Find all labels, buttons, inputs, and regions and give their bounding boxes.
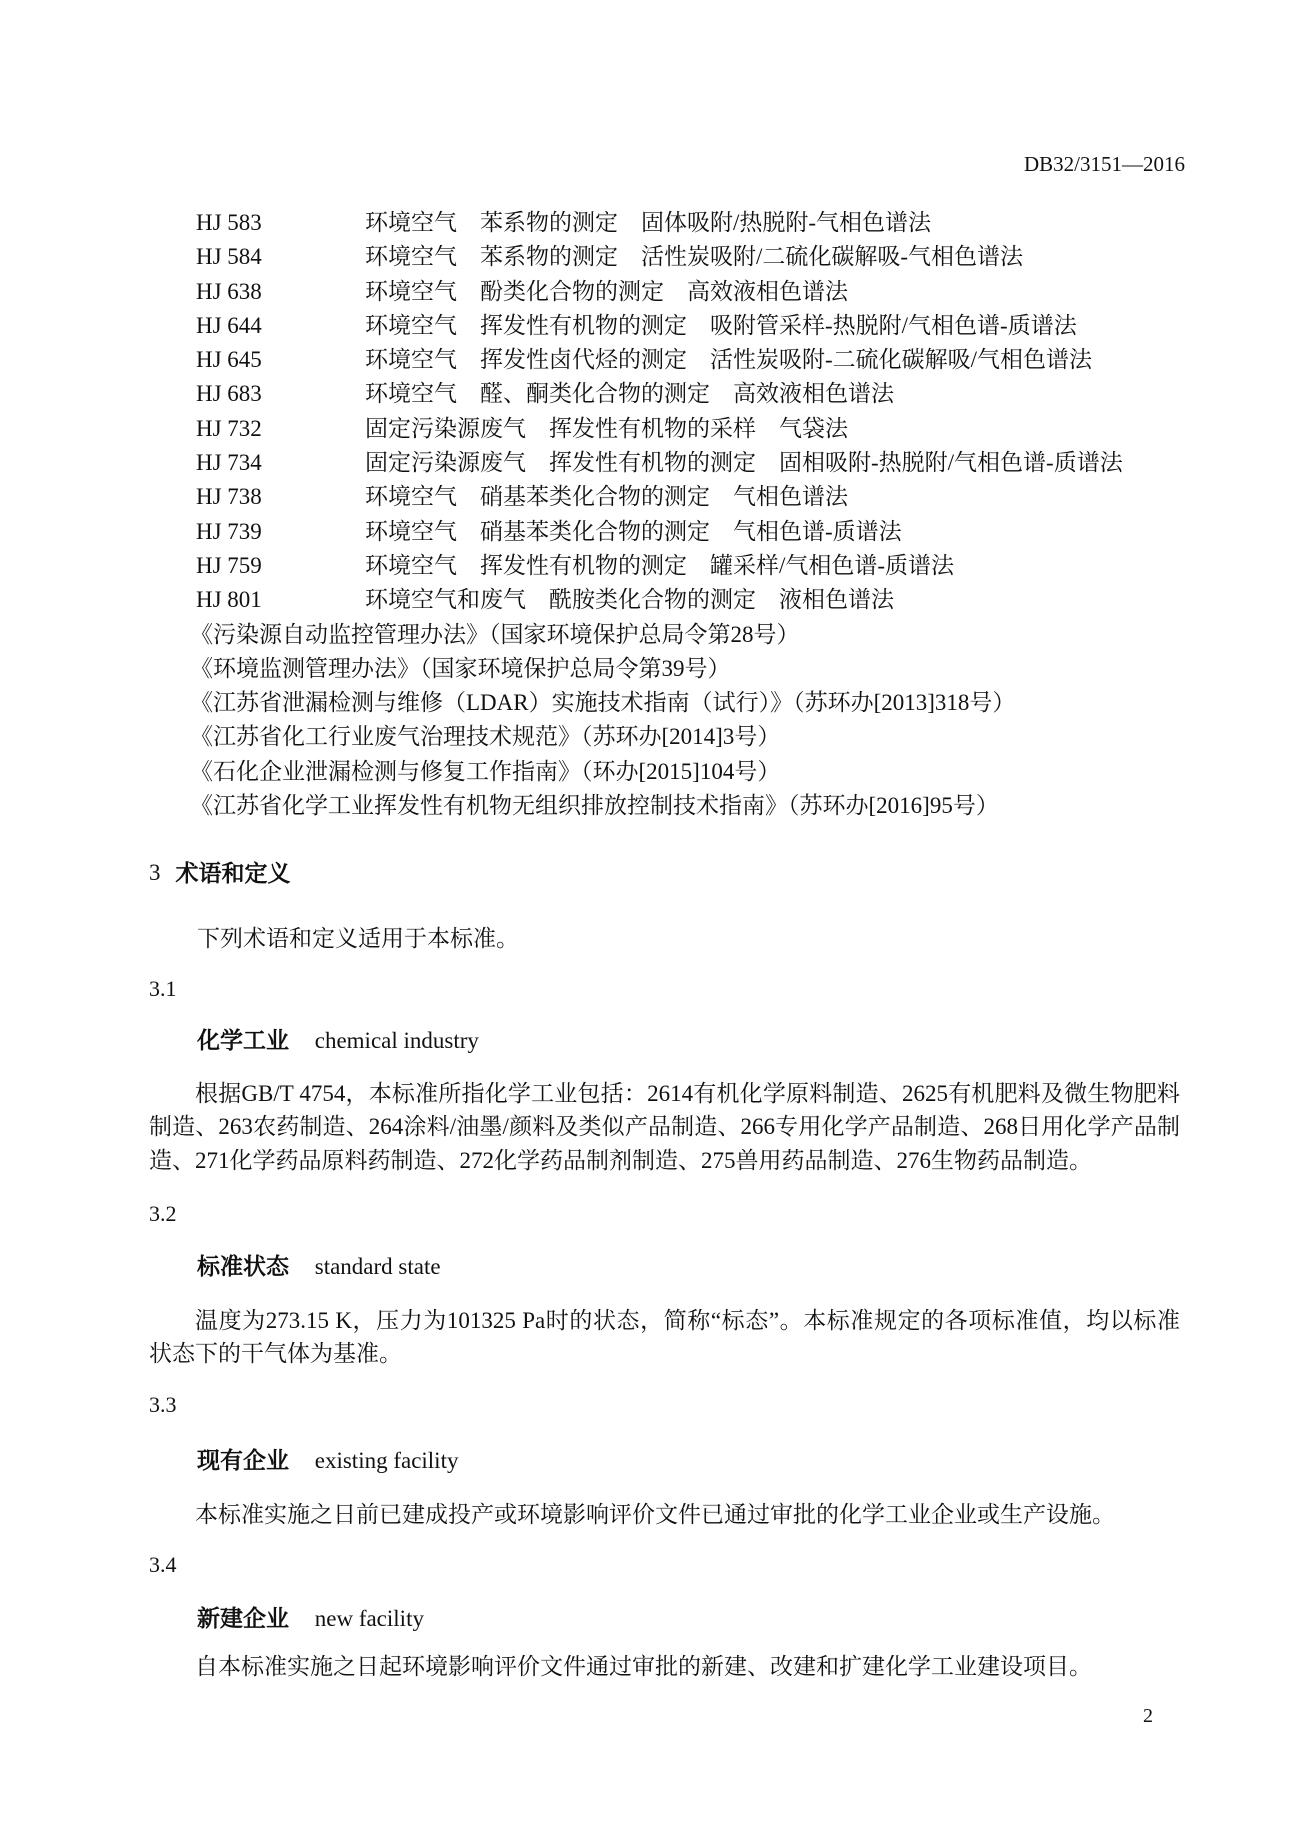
document-item: 《江苏省化工行业废气治理技术规范》（苏环办[2014]3号） bbox=[190, 724, 781, 750]
standard-code: HJ 738 bbox=[196, 484, 262, 510]
term-en: standard state bbox=[314, 1254, 441, 1279]
standard-row bbox=[196, 583, 1196, 617]
term-body: 根据GB/T 4754，本标准所指化学工业包括：2614有机化学原料制造、2625有机肥料及微生物肥料制造、263农药制造、264涂料/油墨/颜料及类似产品制造、266专用化学产品制造、268日用化学产品制造、271化学药品原料药制造、272化学药品制剂制造、275兽用药品制造、276生物药品制造。 bbox=[149, 1081, 1180, 1173]
standard-desc: 固定污染源废气 挥发性有机物的测定 固相吸附-热脱附/气相色谱-质谱法 bbox=[365, 450, 1123, 476]
page-header: DB32/3151—2016 bbox=[1023, 152, 1185, 176]
standard-row bbox=[196, 206, 1196, 240]
standard-row bbox=[196, 240, 1196, 274]
standard-row bbox=[196, 549, 1196, 583]
standard-row bbox=[196, 377, 1196, 411]
standard-row bbox=[196, 309, 1196, 343]
document-item: 《石化企业泄漏检测与修复工作指南》（环办[2015]104号） bbox=[190, 758, 781, 784]
term-id: 3.4 bbox=[149, 1552, 177, 1577]
term-id: 3.3 bbox=[149, 1392, 177, 1417]
standard-desc: 环境空气 挥发性卤代烃的测定 活性炭吸附-二硫化碳解吸/气相色谱法 bbox=[365, 347, 1093, 373]
standard-desc: 固定污染源废气 挥发性有机物的采样 气袋法 bbox=[365, 415, 848, 441]
standard-code: HJ 645 bbox=[196, 347, 262, 373]
term-body: 本标准实施之日前已建成投产或环境影响评价文件已通过审批的化学工业企业或生产设施。 bbox=[195, 1502, 1115, 1527]
section-heading bbox=[149, 856, 291, 890]
standard-code: HJ 739 bbox=[196, 518, 262, 544]
page-number: 2 bbox=[1143, 1705, 1153, 1727]
standard-code: HJ 638 bbox=[196, 278, 262, 304]
term-en: new facility bbox=[314, 1606, 424, 1631]
term-body: 温度为273.15 K，压力为101325 Pa时的状态，简称“标态”。本标准规定的各项标准值，均以标准状态下的干气体为基准。 bbox=[149, 1308, 1180, 1367]
standard-code: HJ 734 bbox=[196, 450, 262, 476]
document-item: 《污染源自动监控管理办法》（国家环境保护总局令第28号） bbox=[190, 621, 800, 647]
standard-code: HJ 584 bbox=[196, 244, 262, 270]
document-item: 《江苏省泄漏检测与维修（LDAR）实施技术指南（试行）》（苏环办[2013]318号） bbox=[190, 690, 1016, 716]
section-number: 3 bbox=[149, 860, 161, 885]
standard-code: HJ 583 bbox=[196, 210, 262, 235]
term-id: 3.1 bbox=[149, 976, 177, 1001]
standard-code: HJ 732 bbox=[196, 415, 262, 441]
references-list bbox=[190, 206, 1196, 823]
section-title: 术语和定义 bbox=[175, 860, 291, 886]
documents-list bbox=[190, 618, 1196, 824]
standard-row bbox=[196, 515, 1196, 549]
standard-code: HJ 644 bbox=[196, 312, 262, 338]
term-zh: 新建企业 bbox=[197, 1605, 289, 1631]
standard-code: HJ 683 bbox=[196, 381, 262, 407]
standard-code: HJ 759 bbox=[196, 552, 262, 578]
standard-desc: 环境空气 挥发性有机物的测定 罐采样/气相色谱-质谱法 bbox=[365, 552, 955, 578]
section-intro: 下列术语和定义适用于本标准。 bbox=[197, 926, 519, 951]
standard-row bbox=[196, 343, 1196, 377]
standard-code: HJ 801 bbox=[196, 587, 262, 613]
standard-row bbox=[196, 446, 1196, 480]
standard-desc: 环境空气 酚类化合物的测定 高效液相色谱法 bbox=[365, 278, 848, 304]
standard-desc: 环境空气 挥发性有机物的测定 吸附管采样-热脱附/气相色谱-质谱法 bbox=[365, 312, 1077, 338]
document-item: 《环境监测管理办法》（国家环境保护总局令第39号） bbox=[190, 655, 731, 681]
term-line bbox=[197, 1444, 458, 1477]
standard-desc: 环境空气 苯系物的测定 活性炭吸附/二硫化碳解吸-气相色谱法 bbox=[365, 244, 1024, 270]
term-line bbox=[197, 1024, 479, 1057]
term-zh: 现有企业 bbox=[197, 1447, 289, 1473]
standard-row bbox=[196, 412, 1196, 446]
term-id: 3.2 bbox=[149, 1201, 177, 1226]
standard-desc: 环境空气和废气 酰胺类化合物的测定 液相色谱法 bbox=[365, 587, 894, 613]
standard-row bbox=[196, 275, 1196, 309]
term-en: existing facility bbox=[314, 1448, 459, 1473]
term-zh: 化学工业 bbox=[197, 1027, 289, 1053]
standard-row bbox=[196, 480, 1196, 514]
term-en: chemical industry bbox=[314, 1028, 479, 1053]
standard-desc: 环境空气 醛、酮类化合物的测定 高效液相色谱法 bbox=[365, 381, 894, 407]
document-item: 《江苏省化学工业挥发性有机物无组织排放控制技术指南》（苏环办[2016]95号） bbox=[190, 793, 999, 819]
term-line bbox=[197, 1602, 424, 1635]
term-line bbox=[197, 1250, 441, 1283]
standard-desc: 环境空气 硝基苯类化合物的测定 气相色谱法 bbox=[365, 484, 848, 510]
standard-desc: 环境空气 硝基苯类化合物的测定 气相色谱-质谱法 bbox=[365, 518, 902, 544]
standard-desc: 环境空气 苯系物的测定 固体吸附/热脱附-气相色谱法 bbox=[365, 210, 932, 235]
term-body: 自本标准实施之日起环境影响评价文件通过审批的新建、改建和扩建化学工业建设项目。 bbox=[195, 1654, 1092, 1679]
term-zh: 标准状态 bbox=[197, 1253, 289, 1279]
